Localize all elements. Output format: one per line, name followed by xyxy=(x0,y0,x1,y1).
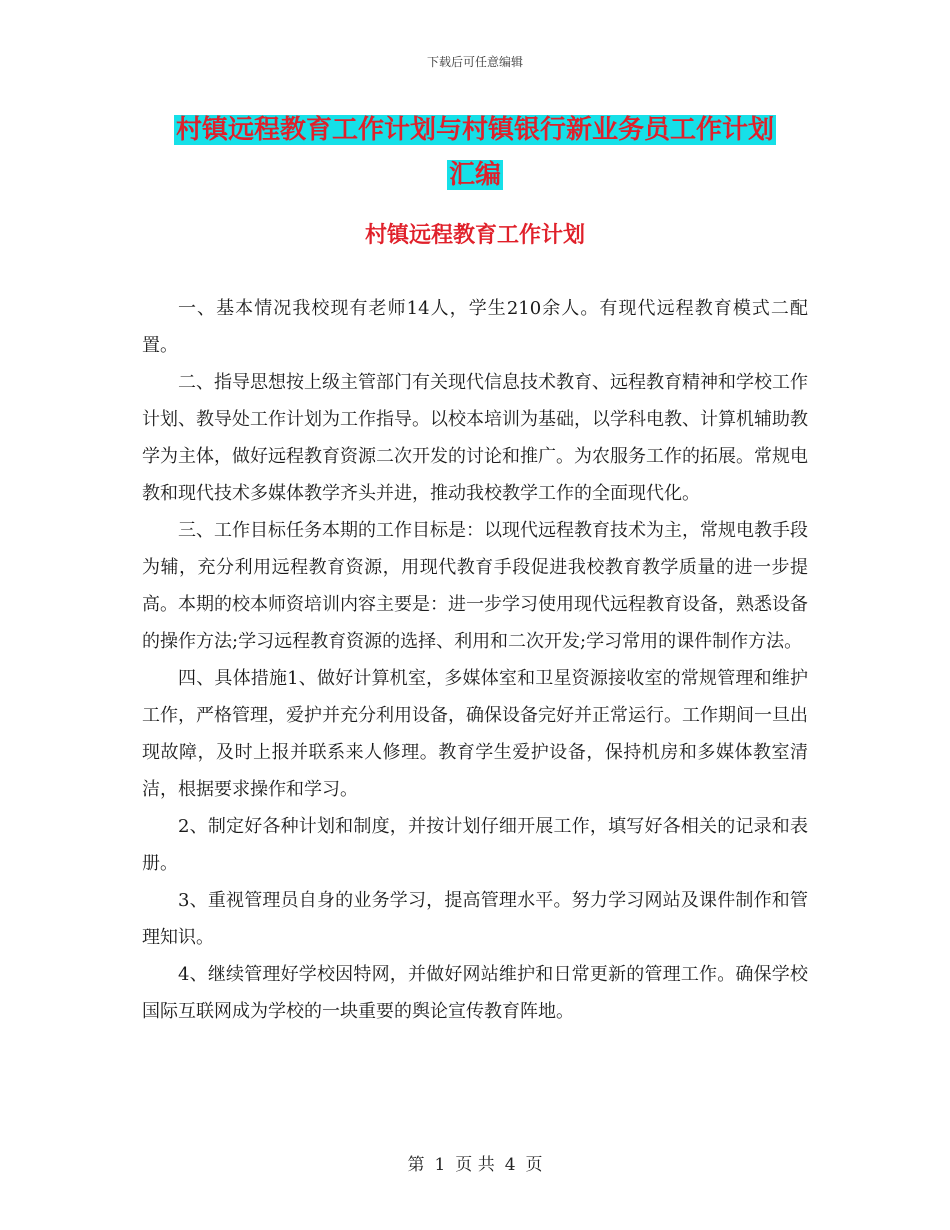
document-title xyxy=(142,108,808,198)
document-title-line-1: 村镇远程教育工作计划与村镇银行新业务员工作计划 xyxy=(175,115,774,145)
document-body xyxy=(142,290,808,1030)
footer-prefix: 第 xyxy=(407,1155,425,1175)
section-title: 村镇远程教育工作计划 xyxy=(364,223,585,248)
paragraph: 三、工作目标任务本期的工作目标是：以现代远程教育技术为主，常规电教手段为辅，充分利用远程教育资源，用现代教育手段促进我校教育教学质量的进一步提高。本期的校本师资培训内容主要是：进一步学习使用现代远程教育设备，熟悉设备的操作方法;学习远程教育资源的选择、利用和二次开发;学习常用的课件制作方法。 xyxy=(142,520,808,652)
footer-page-number: 1 xyxy=(434,1155,446,1175)
footer-suffix: 页 xyxy=(525,1155,543,1175)
paragraph: 二、指导思想按上级主管部门有关现代信息技术教育、远程教育精神和学校工作计划、教导处工作计划为工作指导。以校本培训为基础，以学科电教、计算机辅助教学为主体，做好远程教育资源二次开发的讨论和推广。为农服务工作的拓展。常规电教和现代技术多媒体教学齐头并进，推动我校教学工作的全面现代化。 xyxy=(142,372,808,504)
footer-mid: 页 共 xyxy=(455,1155,495,1175)
paragraph: 一、基本情况我校现有老师14人，学生210余人。有现代远程教育模式二配置。 xyxy=(142,298,808,356)
paragraph: 四、具体措施1、做好计算机室，多媒体室和卫星资源接收室的常规管理和维护工作，严格管理，爱护并充分利用设备，确保设备完好并正常运行。工作期间一旦出现故障，及时上报并联系来人修理。教育学生爱护设备，保持机房和多媒体教室清洁，根据要求操作和学习。 xyxy=(142,668,808,800)
document-title-line-2: 汇编 xyxy=(448,160,501,190)
page-footer xyxy=(0,1150,950,1175)
paragraph: 3、重视管理员自身的业务学习，提高管理水平。努力学习网站及课件制作和管理知识。 xyxy=(142,890,808,948)
header-note: 下载后可任意编辑 xyxy=(426,55,523,69)
paragraph: 2、制定好各种计划和制度，并按计划仔细开展工作，填写好各相关的记录和表册。 xyxy=(142,816,808,874)
paragraph: 4、继续管理好学校因特网，并做好网站维护和日常更新的管理工作。确保学校国际互联网成为学校的一块重要的舆论宣传教育阵地。 xyxy=(142,964,808,1022)
footer-total-pages: 4 xyxy=(504,1155,516,1175)
